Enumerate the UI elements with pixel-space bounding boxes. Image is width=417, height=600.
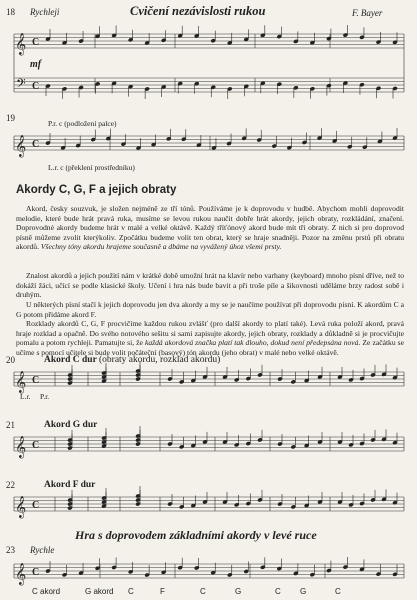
paragraph-1 [16, 204, 404, 252]
staff-treble-19 [14, 136, 404, 150]
chord-name: Akord C dur [44, 355, 97, 365]
measure-number: 23 [6, 545, 15, 555]
time-signature: C [32, 567, 40, 578]
right-hand-label: P.r. [40, 392, 50, 401]
treble-clef: 𝄞 [15, 496, 27, 518]
chord-symbol: G akord [85, 587, 114, 596]
chord-heading-c [44, 355, 220, 365]
measure-number: 22 [6, 480, 15, 490]
chord-symbol: C akord [32, 587, 61, 596]
chord-symbol: G [300, 587, 307, 596]
chord-symbol: F [160, 587, 165, 596]
staff-treble-22 [14, 497, 404, 511]
treble-clef: 𝄞 [15, 33, 27, 55]
measure-number: 18 [6, 7, 15, 17]
treble-clef: 𝄞 [15, 436, 27, 458]
tempo-marking: Rychle [30, 545, 55, 555]
measure-number: 19 [6, 113, 15, 123]
chord-symbol: C [200, 587, 206, 596]
time-signature: C [32, 500, 40, 511]
paragraph-3: U některých písní stačí k jejich doprovodu jen dva akordy a my se je naučíme používat při doprovodu písní. K akordům C a G potom přidáme akord F. [16, 300, 404, 319]
chord-detail: (obraty akordu, rozklad akordu) [99, 355, 221, 365]
final-title: Hra s doprovodem základními akordy v levé ruce [75, 528, 317, 542]
measure-number: 20 [6, 355, 15, 365]
staff-bass-18 [14, 78, 404, 92]
chord-symbol: G [235, 587, 242, 596]
time-signature: C [32, 440, 40, 451]
section-heading: Akordy C, G, F a jejich obraty [16, 184, 177, 196]
time-signature: C [32, 139, 40, 150]
paragraph-2: Znalost akordů a jejich použití nám v krátké době umožní hrát na klavír nebo varhany (keyboard) mnoho písní dříve, než to dokáží žáci, učící se podle klasické školy. Učení i hra nás bude bavit a při troše píle a šikovnosti uděláme brzy radost sobě i druhým. [16, 271, 404, 300]
time-signature: C [32, 81, 40, 92]
paragraph-text: Akord, česky souzvuk, je složen nejméně ze tří tónů. Používáme je k doprovodu v hudbě. Abychom mohli doprovodit melodie, které bude hrát pravá ruka, musíme se levou rukou naučit dobře hrát akordy, jejich obraty, rozkládání, značení. Doprovodné akordy budeme hrát v malé a velké oktávě. Každý tříťónový akord bude mít tři obraty. Z nich si pro doprovod písně můžeme zvolit kterýkoliv. Zpočátku budeme volit ten obrat, který se hraje snadněji. Pozor na změnu prstů při obratu akordů. [16, 204, 404, 252]
tempo-marking: Rychleji [30, 7, 60, 17]
treble-clef: 𝄞 [15, 371, 27, 393]
fingering-note-top: P.r. c (podložení palce) [48, 119, 117, 128]
piece-title: Cvičení nezávislosti rukou [130, 4, 266, 18]
time-signature: C [32, 37, 40, 48]
paragraph-emphasis: Všechny tóny akordu hrajeme současně a dbáme na vyvážený úhoz všemi prsty. [40, 242, 282, 252]
chord-symbol: C [275, 587, 281, 596]
staff-treble-20 [14, 372, 404, 386]
treble-clef: 𝄞 [15, 135, 27, 157]
treble-clef: 𝄞 [15, 563, 27, 585]
fingering-note-bottom: L.r. c (překlení prostředníku) [48, 163, 135, 172]
staff-treble-21 [14, 437, 404, 451]
time-signature: C [32, 375, 40, 386]
left-hand-label: L.r. [20, 392, 31, 401]
bass-clef: 𝄢 [16, 76, 26, 94]
paragraph-text: Ze začátku se učíme s pomocí učitele si bude volit počáteční (basový) tón akordu (jeho obrat) v malé nebo velké oktávě. [16, 338, 405, 357]
paragraph-4 [16, 319, 404, 357]
chord-heading-f: Akord F dur [44, 480, 96, 490]
chord-symbol: C [335, 587, 341, 596]
composer: F. Bayer [352, 8, 383, 18]
dynamic-marking: mf [30, 59, 42, 70]
measure-number: 21 [6, 420, 15, 430]
paragraph-emphasis: každá akordová značka platí tak dlouho, dokud není předepsána nová. [144, 338, 361, 348]
chord-heading-g: Akord G dur [44, 420, 98, 430]
chord-symbol: C [128, 587, 134, 596]
paragraph-text: Rozklady akordů C, G, F procvičíme každou rukou zvlášť (pro další akordy to platí také). Levá ruka položí akord, pravá hraje rozklad a opačně. Do svého notového sešitu si sami zapisujte akordy, jejich obraty, rozklady a důkladně si je procvičujte pomalu a potom rychleji. Pamatujte si, že [16, 319, 404, 348]
